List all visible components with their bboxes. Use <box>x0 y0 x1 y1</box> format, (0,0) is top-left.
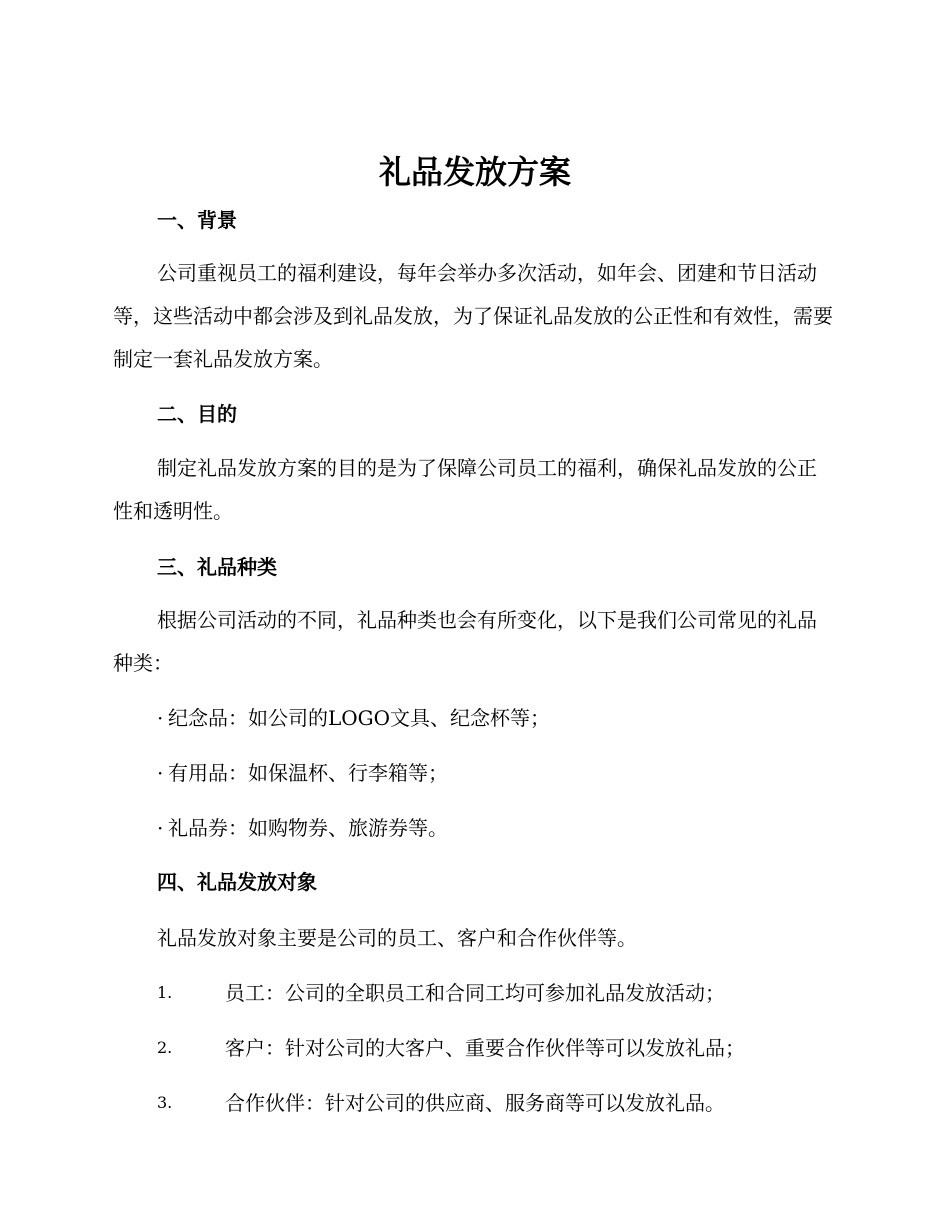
bullet-item <box>157 759 448 787</box>
bullet-text: 纪念品：如公司的LOGO文具、纪念杯等； <box>168 706 551 730</box>
list-item-text: 员工：公司的全职员工和合同工均可参加礼品发放活动； <box>225 981 725 1005</box>
bullet-item <box>157 704 550 732</box>
bullet-item <box>157 814 448 842</box>
list-item-text: 客户：针对公司的大客户、重要合作伙伴等可以发放礼品； <box>225 1036 745 1060</box>
bullet-icon: · <box>157 706 164 730</box>
section-heading-background: 一、背景 <box>157 208 237 232</box>
list-item-number: 2. <box>157 1038 173 1057</box>
bullet-icon: · <box>157 761 164 785</box>
section-intro-recipients: 礼品发放对象主要是公司的员工、客户和合作伙伴等。 <box>157 926 637 950</box>
bullet-icon: · <box>157 816 164 840</box>
section-heading-recipients: 四、礼品发放对象 <box>157 870 317 894</box>
section-heading-purpose: 二、目的 <box>157 402 237 426</box>
bullet-text: 有用品：如保温杯、行李箱等； <box>168 761 448 785</box>
document-title: 礼品发放方案 <box>378 153 571 191</box>
list-item-number: 1. <box>157 983 173 1002</box>
section-paragraph-purpose: 制定礼品发放方案的目的是为了保障公司员工的福利，确保礼品发放的公正性和透明性。 <box>113 456 817 523</box>
section-heading-gift-types: 三、礼品种类 <box>157 555 277 579</box>
bullet-text: 礼品券：如购物券、旅游券等。 <box>168 816 448 840</box>
section-paragraph-background: 公司重视员工的福利建设，每年会举办多次活动，如年会、团建和节日活动等，这些活动中都会涉及到礼品发放，为了保证礼品发放的公正性和有效性，需要制定一套礼品发放方案。 <box>113 261 833 371</box>
list-item-text: 合作伙伴：针对公司的供应商、服务商等可以发放礼品。 <box>225 1091 725 1115</box>
list-item-number: 3. <box>157 1093 173 1112</box>
section-paragraph-gift-types: 根据公司活动的不同，礼品种类也会有所变化，以下是我们公司常见的礼品种类： <box>113 608 817 675</box>
